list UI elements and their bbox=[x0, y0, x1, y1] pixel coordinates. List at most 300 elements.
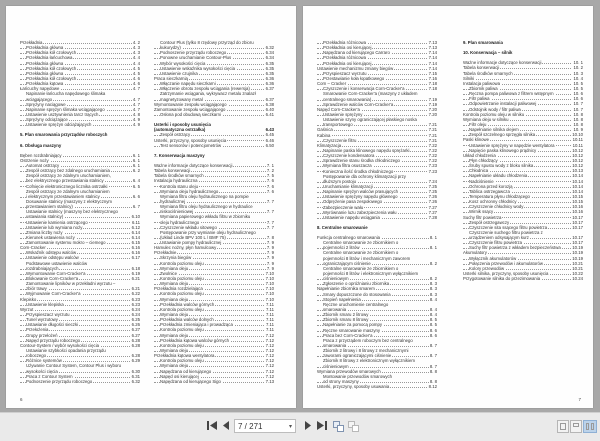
toc-entry-title: Filtr oleju bbox=[469, 121, 487, 127]
toc-entry-title: 9. Plan smarowania bbox=[463, 40, 503, 45]
toc-entry-page: 7.12 bbox=[265, 342, 274, 348]
toc-entry-page: 6.32 bbox=[131, 378, 140, 384]
toc-entry-page: 8. 3 bbox=[429, 286, 437, 292]
toc-entry-page: 7.10 bbox=[265, 281, 274, 287]
toc-entry-page: 7.12 bbox=[265, 337, 274, 343]
toc-entry-title: Tablica ostrzegawcza bbox=[469, 188, 510, 194]
toc-entry-page: 6.32 bbox=[265, 45, 274, 51]
toc-entry-title: Ustawienie kamienia ostrzącego bbox=[26, 219, 88, 225]
toc-entry-title: Wymiana przewodów smarowych bbox=[317, 368, 381, 374]
toc-entry-page: 7.23 bbox=[428, 168, 437, 174]
toc-column-2 bbox=[463, 40, 583, 281]
toc-entry-title: Przekładnia osi kierującej bbox=[323, 45, 372, 51]
toc-entry-title: Ustawienie czujnika bbox=[160, 70, 198, 76]
toc-entry-title: ciśnieniowym bbox=[323, 363, 349, 369]
toc-entry-page: 7.11 bbox=[265, 317, 274, 323]
toc-entry-title: Ustawianie szybkości opadania przyrządu bbox=[26, 348, 106, 354]
toc-entry-page: 8. 6 bbox=[429, 332, 437, 338]
toc-entry-title: Włączanie napędu sieczkarni bbox=[160, 81, 216, 87]
toc-entry-page: 6. 4 bbox=[132, 178, 140, 184]
toc-entry-page: 10.10 bbox=[572, 132, 583, 138]
toc-entry-title: Zamontowanie lipników w przekładni wyrzutu – bbox=[26, 281, 116, 287]
toc-entry-page: 6.36 bbox=[265, 81, 274, 87]
toc-entry[interactable] bbox=[154, 143, 274, 148]
toc-entry-page: 7.10 bbox=[265, 276, 274, 282]
toc-entry-title: Ustawienie sprężyny bbox=[323, 111, 363, 117]
toc-entry-page: 10. 9 bbox=[573, 127, 583, 133]
toc-entry-page: 8. 1 bbox=[429, 245, 437, 251]
toc-entry-page: 6.19 bbox=[131, 270, 140, 276]
toc-entry-page: 6.34 bbox=[265, 55, 274, 61]
toc-entry-page: 6. 1 bbox=[132, 162, 140, 168]
toc-entry-title: Contour-System / wybór wysokości cięcia bbox=[20, 342, 100, 348]
toc-entry-page: 7.10 bbox=[265, 270, 274, 276]
toc-entry-title: Tunel wyrzutowy bbox=[26, 317, 58, 323]
toc-entry-page: 7. 7 bbox=[266, 224, 274, 230]
toc-entry-page: 6. 1 bbox=[132, 157, 140, 163]
toc-entry-page: 6.10 bbox=[131, 214, 140, 220]
copy-page-button[interactable] bbox=[332, 421, 344, 433]
toc-entry-page: 6.27 bbox=[131, 332, 140, 338]
toc-entry-title: przestawianiem stalnicy) bbox=[26, 204, 73, 210]
toc-entry-title: Zbiornik smaru 2 litrowy bbox=[323, 312, 369, 318]
toc-chapter-heading[interactable] bbox=[20, 132, 140, 137]
toc-entry-title: Zespół ostrzący ze zdalnym uruchamianiem, bbox=[26, 173, 111, 179]
toc-entry-title: Kosz ochronny chłodnicy bbox=[469, 199, 517, 205]
toc-entry-title: Ochrona przed korozją bbox=[469, 183, 513, 189]
first-page-icon bbox=[207, 421, 217, 430]
toc-entry-title: Wymiana filtru oleju hydraulicznego w hydraulice bbox=[160, 204, 253, 210]
toc-entry-title: Podnoszenie przyrządu roboczego bbox=[160, 50, 227, 56]
toc-entry-page: 4. 9 bbox=[132, 122, 140, 128]
toc-entry-title: Praca sieczkarnią bbox=[154, 75, 188, 81]
toc-entry-page: 6.23 bbox=[131, 301, 140, 307]
toc-entry-page: 6.27 bbox=[131, 327, 140, 333]
toc-entry-page: 6. 1 bbox=[132, 152, 140, 158]
previous-page-button[interactable] bbox=[221, 421, 231, 433]
toc-entry-page: 10.22 bbox=[572, 271, 583, 277]
toc-entry-page: 7.12 bbox=[265, 353, 274, 359]
toc-entry-page: 10.12 bbox=[572, 157, 583, 163]
toc-entry-page: 7.11 bbox=[265, 306, 274, 312]
toc-entry-title: Wymiana filtru oleju hydraulicznego na pompie bbox=[160, 193, 249, 199]
toc-entry-title: Funkcja centralnego smarowania bbox=[317, 235, 381, 241]
toc-entry-page: 6.45 bbox=[265, 132, 274, 138]
toc-entry-page: 6.17 bbox=[131, 255, 140, 261]
toc-entry-page: 7.14 bbox=[428, 50, 437, 56]
toc-entry-title: Uruchamianie klimatyzacji bbox=[323, 183, 373, 189]
toc-entry-page: 7.13 bbox=[265, 378, 274, 384]
toc-entry-title: Ustawianie stalnicy (maszyny bez elektrycznego bbox=[26, 209, 118, 215]
toc-entry-page: 7.10 bbox=[265, 286, 274, 292]
toc-entry-title: Napędzana od kierującego Sigo bbox=[160, 378, 221, 384]
toc-chapter-heading[interactable] bbox=[317, 225, 437, 230]
toc-entry-title: Połączenia przewodów i akumulatorów bbox=[469, 260, 544, 266]
toc-entry-title: Wskaźnik odstępu walców bbox=[26, 250, 77, 256]
toc-entry-title: Chłodnica bbox=[469, 168, 489, 174]
toc-entry-page: 7. 9 bbox=[266, 260, 274, 266]
toc-entry-title: Przygotowanie silnika do przezimowania bbox=[463, 276, 541, 282]
toc-entry-page: 4. 3 bbox=[132, 45, 140, 51]
toc-entry-page: 10. 8 bbox=[573, 111, 583, 117]
toc-entry-page: 10.12 bbox=[572, 147, 583, 153]
toc-entry-title: Układ chłodzenia bbox=[463, 152, 496, 158]
toc-entry-title: Kontrola poziomu oleju bbox=[160, 306, 204, 312]
toc-entry-page: 8. 7 bbox=[429, 343, 437, 349]
toc-entry-page: 7. 9 bbox=[266, 255, 274, 261]
toc-entry[interactable] bbox=[463, 276, 583, 281]
toc-entry-title: Wymontowanie zespołu wciągającego bbox=[154, 101, 227, 107]
toc-entry-page: 7. 9 bbox=[266, 250, 274, 256]
toc-entry-title: Czyszczenie kondensatora bbox=[323, 153, 375, 159]
toc-entry-page: 7.26 bbox=[428, 199, 437, 205]
toc-entry-title: Wymiana filtra osuszacza bbox=[323, 163, 372, 169]
toc-entry-page: 7. 9 bbox=[266, 245, 274, 251]
toc-entry-title: Corn-Cracker bbox=[20, 245, 46, 251]
toc-entry-title: smarowania bbox=[323, 343, 347, 349]
toc-entry-title: Ustawienie sprężyny w napędzie wentylatora bbox=[469, 142, 555, 148]
toc-entry-page: 8. 4 bbox=[429, 312, 437, 318]
toc-entry-title: Usterki i sposoby usunięcia bbox=[154, 122, 211, 128]
toc-entry-title: Przekładnia kątowa bbox=[26, 81, 64, 87]
toc-entry-title: Napinanie sprężyn ślimaka wciągającego bbox=[26, 106, 105, 112]
toc-entry-page: 7.21 bbox=[428, 132, 437, 138]
toc-entry-title: Wymiana oleju bbox=[160, 332, 189, 338]
toc-entry-page: 6.35 bbox=[265, 65, 274, 71]
toc-entry-title: 6. Obsługa maszyny bbox=[20, 142, 62, 148]
toc-entry-title: Zamontowanie zespołu wciągającego bbox=[154, 106, 226, 112]
toc-entry-page: 7.19 bbox=[428, 96, 437, 102]
toc-entry-title: Napinanie paska klinowego napędu sprężarki bbox=[323, 147, 410, 153]
toc-entry-title: Kontrola poziomu oleju bbox=[160, 276, 204, 282]
toc-entry-page: 10.14 bbox=[572, 178, 583, 184]
toc-entry-page: 4. 9 bbox=[132, 117, 140, 123]
toc-entry-title: Wymiana oleju hydraulicznego bbox=[160, 188, 219, 194]
toc-entry-title: Odstojnik wody / filtr paliwa bbox=[469, 106, 521, 112]
toc-entry-title: Skrzynia biegów bbox=[160, 255, 192, 261]
toc-entry-page: 8. 3 bbox=[429, 291, 437, 297]
toc-entry-title: ciśnieniowym bbox=[323, 276, 349, 282]
toc-entry-title: Zwolnice bbox=[160, 270, 177, 276]
toc-entry-page: 7.28 bbox=[428, 214, 437, 220]
toc-entry[interactable] bbox=[154, 112, 274, 117]
toc-entry-page: 7.11 bbox=[265, 327, 274, 333]
toc-entry-title: oleju hydraulicznego bbox=[160, 219, 200, 225]
toc-entry-title: Ustawianie długości sieczki bbox=[26, 322, 79, 328]
toc-entry-title: Tabela konserwacji bbox=[154, 168, 191, 174]
toc-entry-page: 4. 8 bbox=[132, 111, 140, 117]
toc-entry-title: Przekładnia różnicowa bbox=[323, 40, 366, 45]
toc-entry-title: Bęben rozdrabniający bbox=[20, 152, 62, 158]
toc-entry-page: 8. 8 bbox=[429, 368, 437, 374]
toc-entry-title: Wymiana oleju bbox=[160, 348, 189, 354]
toc-entry-page: 10.19 bbox=[572, 255, 583, 261]
toc-entry-title: Test sensorów i potencjometrów bbox=[160, 142, 222, 148]
toc-entry-page: 10.17 bbox=[572, 240, 583, 246]
leader-dots bbox=[463, 79, 575, 80]
toc-entry-page: 10.17 bbox=[572, 219, 583, 225]
toc-entry-page: 10. 4 bbox=[573, 75, 583, 81]
toc-entry-title: Napędzana od kierującego Carraro bbox=[323, 50, 390, 56]
toc-entry-title: transportowego bbox=[323, 122, 353, 128]
toc-entry-title: Przekładnia rozdzielająca bbox=[154, 286, 203, 292]
page-6 bbox=[6, 6, 296, 408]
toc-entry-title: pojemności 8 litrów i mechanicznym zaworem bbox=[323, 255, 411, 261]
toc-entry-page: 7.18 bbox=[428, 81, 437, 87]
toc-entry-title: Postępowanie dla ochrony klimatyzacji przy bbox=[323, 173, 406, 179]
toc-entry-title: Kontrola stanu oleju bbox=[160, 183, 198, 189]
toc-entry-page: 10.17 bbox=[572, 235, 583, 241]
toc-entry-page: 10.14 bbox=[572, 183, 583, 189]
toc-entry-page: 7.22 bbox=[428, 142, 437, 148]
toc-entry-page: 6.23 bbox=[131, 296, 140, 302]
toc-entry[interactable] bbox=[317, 384, 437, 389]
toc-entry-title: Odprężenie pasa zespołowego bbox=[323, 199, 383, 205]
toc-entry-title: Hamulec nożny, płyn hamulcowy bbox=[154, 245, 217, 251]
toc-entry-title: Zbiornik paliwa bbox=[469, 85, 498, 91]
toc-entry-title: Ustawienie szyny ograniczającej płaskiego noska bbox=[323, 117, 417, 123]
toc-entry-page: 10. 2 bbox=[573, 65, 583, 71]
copy-icon bbox=[333, 421, 344, 432]
toc-entry-title: Wymiana oleju bbox=[160, 363, 189, 369]
toc-entry-title: Czyszczenie wkładu sitowego bbox=[160, 224, 217, 230]
toc-entry-title: Usterki, przyczyny, sposoby usunięcia bbox=[154, 137, 227, 143]
toc-entry-page: 6.24 bbox=[131, 306, 140, 312]
toc-entry-page: 10.15 bbox=[572, 199, 583, 205]
toc-entry-title: Przekładnia kół czołowych bbox=[26, 50, 77, 56]
toc-entry-title: Przełożenia bbox=[26, 327, 49, 333]
toc-entry-title: Różnice systemów bbox=[26, 358, 62, 364]
toc-entry-title: Instalacja paliwowa bbox=[463, 80, 501, 86]
toc-entry-title: zbiór trawy bbox=[26, 286, 47, 292]
toc-entry-title: Przekładnia kątowa wentylatora bbox=[154, 353, 215, 359]
overlap-pages-icon bbox=[348, 421, 359, 432]
two-page-view-button[interactable] bbox=[583, 420, 597, 433]
chevron-down-icon[interactable]: ▾ bbox=[288, 424, 292, 430]
toc-chapter-heading[interactable] bbox=[154, 153, 274, 158]
last-page-icon bbox=[317, 421, 327, 430]
toc-entry-page: 7.24 bbox=[428, 178, 437, 184]
toc-entry-page: 4. 7 bbox=[132, 96, 140, 102]
toc-entry-title: Wymiana oleju w silniku bbox=[463, 116, 509, 122]
toc-entry-page: 7.10 bbox=[265, 296, 274, 302]
continuous-view-button[interactable] bbox=[570, 420, 582, 433]
toc-chapter-heading[interactable] bbox=[20, 143, 140, 148]
toc-entry-title: Zbiornik smaru 8 litrowy bbox=[323, 317, 369, 323]
toc-entry-title: Klepisko bbox=[20, 296, 37, 302]
toc-entry[interactable] bbox=[154, 91, 274, 96]
toc-entry-title: Temperatura płynu chłodzącego bbox=[469, 193, 530, 199]
toc-entry-title: Czyszczenie sita ssącego filtru powietrza bbox=[469, 224, 548, 230]
page-number-input[interactable] bbox=[234, 419, 296, 433]
toc-entry-page: 7. 2 bbox=[266, 168, 274, 174]
toc-entry-title: Przekładnia łańcuchowa bbox=[26, 55, 73, 61]
compare-page-button[interactable] bbox=[347, 421, 359, 433]
toc-entry-title: Napełnianie zbiornika smarem bbox=[317, 286, 375, 292]
toc-entry-page: 6.41 bbox=[265, 111, 274, 117]
toc-entry-title: Przekładnia walców górnych bbox=[160, 301, 215, 307]
toc-entry-page: 10.11 bbox=[572, 142, 583, 148]
first-page-button[interactable] bbox=[206, 421, 218, 433]
toc-entry-page: 7.26 bbox=[428, 194, 437, 200]
toc-entry-page: 10. 8 bbox=[573, 121, 583, 127]
toc-entry-title: pojemności 2 litrów bbox=[323, 245, 360, 251]
next-page-button[interactable] bbox=[302, 421, 312, 433]
single-page-view-button[interactable] bbox=[557, 420, 569, 433]
toc-entry-title: Ustawianie pompy hydraulicznej bbox=[160, 240, 222, 246]
toc-chapter-heading[interactable] bbox=[463, 50, 583, 55]
toc-entry-title: Suchy filtr powietrza z wkładem bezpieczeństwa bbox=[469, 245, 561, 251]
toc-entry-title: Praca z Contour System bbox=[26, 373, 73, 379]
toc-entry-title: Zamontowanie systemu mokro – ciemego bbox=[26, 240, 106, 246]
toc-entry-title: Ważne informacje dotyczące konserwacji bbox=[154, 162, 233, 168]
toc-entry-page: 10. 5 bbox=[573, 80, 583, 86]
toc-entry-title: niskociśnieniowej bbox=[160, 209, 194, 215]
toc-entry-title: Zespół ostrzący bez zdalnego uruchamiania bbox=[26, 168, 110, 174]
toc-entry-page: 6.22 bbox=[131, 291, 140, 297]
toc-entry-page: 7. 7 bbox=[266, 209, 274, 215]
toc-entry-title: Przyspieszacz wyrzutu bbox=[323, 70, 367, 76]
single-page-icon bbox=[560, 423, 566, 430]
toc-entry-title: Ostrzenie noży bbox=[20, 157, 49, 163]
toc-entry-page: 8. 7 bbox=[429, 353, 437, 359]
toc-entry-title: Zmiana liczby noży bbox=[26, 229, 63, 235]
toc-entry-title: centralnego smarowania) bbox=[323, 96, 372, 102]
toc-entry[interactable] bbox=[317, 215, 437, 220]
toc-entry-page: 7. 7 bbox=[266, 219, 274, 225]
toc-entry-title: Wymiana oleju bbox=[160, 265, 189, 271]
toc-entry-page: 7.22 bbox=[428, 153, 437, 159]
toc-entry-title: Sprawdzenie stanu środka chłodniczego bbox=[323, 158, 400, 164]
toc-entry-title: urządzeniem odsysającym kurz bbox=[469, 235, 529, 241]
toc-entry-title: Ustawienie odstępu walców bbox=[26, 255, 79, 261]
toc-entry-title: Czyszczenie filtru powietrza bbox=[469, 240, 523, 246]
toc-entry-title: Używanie Contour System, Contour Plus i wyboru bbox=[26, 363, 122, 369]
toc-entry-page: 7.12 bbox=[265, 368, 274, 374]
toc-entry-page: 7. 9 bbox=[266, 265, 274, 271]
toc-entry-page: 7.27 bbox=[428, 204, 437, 210]
toc-entry-page: 10.19 bbox=[572, 250, 583, 256]
toc-entry-title: Przestawianie koła łopatkowego bbox=[323, 75, 385, 81]
toc-entry-page: 6.21 bbox=[131, 276, 140, 282]
toc-entry-page: 10.12 bbox=[572, 152, 583, 158]
toc-entry-title: i elektrycznym przestawianiem stalnicy bbox=[26, 193, 100, 199]
toc-entry-page: 7.12 bbox=[265, 363, 274, 369]
two-page-icon-right bbox=[591, 423, 594, 430]
toc-entry[interactable] bbox=[154, 379, 274, 384]
toc-entry-page: 7.12 bbox=[265, 332, 274, 338]
toc-entry-title: Wyjmowanie Corn-Cracker'a bbox=[26, 291, 81, 297]
toc-entry-page: 8. 1 bbox=[429, 235, 437, 241]
toc-entry-title: Przyspieszacz wyrzutu bbox=[26, 312, 70, 318]
toc-entry-page: 7.16 bbox=[428, 75, 437, 81]
toc-entry-page: 6.30 bbox=[131, 368, 140, 374]
toc-entry-page: 4. 5 bbox=[132, 65, 140, 71]
toc-entry-page: 4. 7 bbox=[132, 101, 140, 107]
toc-entry-page: 4. 7 bbox=[132, 86, 140, 92]
toc-entry-page: 7. 6 bbox=[266, 183, 274, 189]
next-page-icon bbox=[304, 421, 311, 430]
toc-entry-title: Centralne smarowanie ze zbiornikiem o bbox=[323, 265, 399, 271]
toc-entry-title: 5. Plan smarowania przyrządów roboczych bbox=[20, 132, 108, 138]
toc-entry-page: 6.50 bbox=[265, 142, 274, 148]
toc-entry-title: Konieczna ilość środka chłodniczego bbox=[323, 168, 394, 174]
toc-entry-title: Ustawienie lub wymiana noży bbox=[26, 224, 83, 230]
toc-entry-title: Przekładnia kół czołowych bbox=[26, 75, 77, 81]
toc-entry[interactable] bbox=[20, 122, 140, 127]
toc-entry-title: wysokości cięcia bbox=[26, 368, 58, 374]
toc-entry-title: Wyrównanie luzu zabezpieczenia wału bbox=[323, 209, 397, 215]
toc-entry-page: 6.16 bbox=[131, 245, 140, 251]
toc-entry-page: 7.25 bbox=[428, 183, 437, 189]
toc-entry-title: zaworami ograniczającymi ciśnienie bbox=[323, 353, 392, 359]
toc-entry-title: Napełnianie układu chłodzenia bbox=[469, 173, 528, 179]
toc-entry-page: 8. 5 bbox=[429, 322, 437, 328]
toc-entry-title: Corn – Cracker bbox=[317, 81, 347, 87]
toc-entry-page: 10.14 bbox=[572, 173, 583, 179]
toc-entry-page: 7. 5 bbox=[266, 173, 274, 179]
toc-entry-page: 7.14 bbox=[428, 60, 437, 66]
toc-entry-page: 10.12 bbox=[572, 163, 583, 169]
toc-entry-page: 10.17 bbox=[572, 214, 583, 220]
toc-entry-title: Ręczna pompa paliwowa z filtrem wstępnym bbox=[469, 91, 554, 97]
toc-entry-page: 7.27 bbox=[428, 209, 437, 215]
toc-entry-page: 10.21 bbox=[572, 265, 583, 271]
toc-entry-page: 7.14 bbox=[428, 55, 437, 61]
last-page-button[interactable] bbox=[316, 421, 328, 433]
toc-entry-page: 6.28 bbox=[131, 342, 140, 348]
toc-entry-page: 6. 7 bbox=[132, 204, 140, 210]
toc-entry-title: Przekładnia główna bbox=[26, 60, 64, 66]
toc-entry-page: 4. 4 bbox=[132, 60, 140, 66]
toc-entry-title: Ustawienie sprężyn odciążających bbox=[26, 122, 92, 128]
toc-entry-title: Przekładnia kątowa walców górnych bbox=[160, 337, 230, 343]
toc-entry-title: Kontrola poziomu oleju w silniku bbox=[463, 111, 525, 117]
toc-entry-title: Ustawienie klepiska bbox=[26, 301, 64, 307]
toc-entry-title: Płyn chłodzący bbox=[469, 157, 498, 163]
toc-entry-title: Osłona pod obudową sieczkarni bbox=[160, 111, 221, 117]
toc-entry-title: Cofnięcie elektronicznego licznika ostrzałki bbox=[26, 183, 108, 189]
toc-entry-page: 7.19 bbox=[428, 101, 437, 107]
toc-entry-title: Czyszczenie suchego filtru powietrza z bbox=[469, 229, 543, 235]
toc-entry-page: 6.36 bbox=[265, 75, 274, 81]
toc-entry-page: 7.21 bbox=[428, 137, 437, 143]
toc-entry-page: 7.23 bbox=[428, 163, 437, 169]
toc-entry-title: Zbiornik 2 litrowy i 8 litrowy z mechanicznymi bbox=[323, 348, 409, 354]
toc-entry-title: Blokowanie Corn-Cracker'a bbox=[26, 276, 79, 282]
toc-entry-title: Tabela środków smarnych bbox=[463, 70, 513, 76]
toc-entry-title: Ustawienie mechanizmu zmiany biegów bbox=[317, 65, 394, 71]
toc-entry-page: 10. 7 bbox=[573, 106, 583, 112]
toc-entry-page: 10.16 bbox=[572, 209, 583, 215]
toc-entry-page: 10. 1 bbox=[573, 60, 583, 66]
toc-entry-title: Kontrola poziomu oleju bbox=[160, 291, 204, 297]
toc-entry-title: ograniczającym ciśnienie bbox=[323, 260, 371, 266]
toc-entry-page: 6.34 bbox=[265, 50, 274, 56]
toc-entry-page: 6. 6 bbox=[132, 193, 140, 199]
toc-entry-title: Centralne smarowanie ze zbiornikiem o bbox=[323, 240, 399, 246]
toc-entry-title: Wirnik ssący bbox=[469, 209, 494, 215]
toc-entry-page: 6. 2 bbox=[132, 168, 140, 174]
toc-entry-title: Sprawdzenie walców Corn-Cracker'a bbox=[323, 101, 394, 107]
toc-entry-title: Filtr paliwa bbox=[469, 96, 490, 102]
toc-entry-page: 7.22 bbox=[428, 147, 437, 153]
toc-entry[interactable] bbox=[20, 379, 140, 384]
toc-entry-page: 7.12 bbox=[265, 348, 274, 354]
toc-entry-title: wciągającego bbox=[26, 96, 53, 102]
toc-chapter-heading[interactable] bbox=[463, 40, 583, 45]
toc-entry-title: Czyszczenie chłodnicy wody bbox=[469, 204, 524, 210]
